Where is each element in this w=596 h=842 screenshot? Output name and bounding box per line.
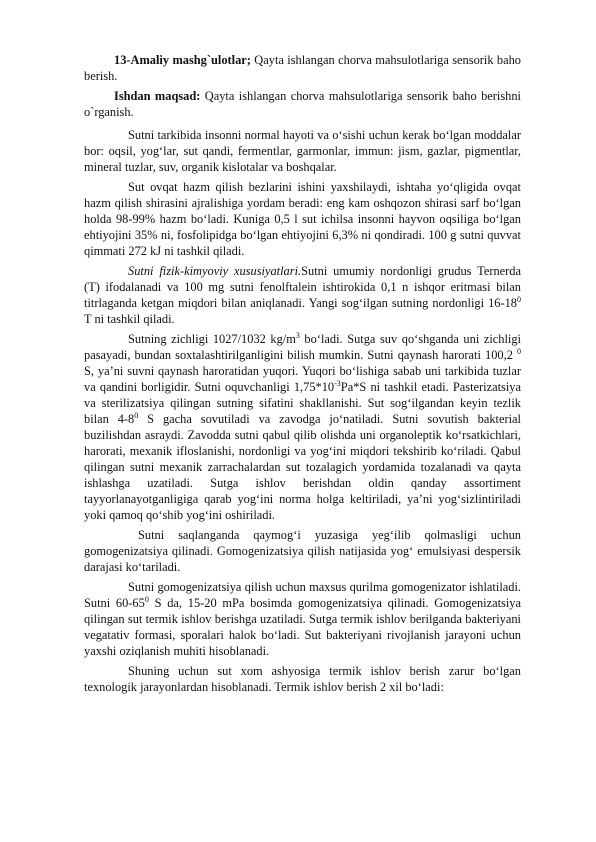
aim-paragraph	[84, 88, 521, 120]
exercise-title: Qayta ishlangan chorva mahsulotlariga sensorik baho berish.	[84, 53, 521, 83]
exercise-number: 13-Amaliy mashg`ulotlar;	[114, 53, 251, 67]
paragraph-density-processing: Sutning zichligi 1027/1032 $kg/m^3$ bo‘ladi. Sutga suv qo‘shganda uni zichligi pasayadi, bundan soxtalashtirilganligini bilish mumkin. Sutni qaynash harorati 100,2 $^0$ S, ya’ni suvni qaynash haroratidan yuqori. Yuqori bo‘lishiga sabab uni tarkibida tuzlar va qandini borligidir. Sutni oquvchanligi $1,75*10^{-3}Pa*S$ ni tashkil etadi. Pasterizatsiya va sterilizatsiya qilingan sutning sifatini shakllanishi. Sut sog‘ilgandan keyin tezlik bilan $4-8^0$ S gacha sovutiladi va zavodga jo‘natiladi. Sutni sovutish bakterial buzilishdan asraydi. Zavodda sutni qabul qilib olishda uni organoleptik ko‘rsatkichlari, harorati, mexanik ifloslanishi, nordonligi va yog‘ini miqdori tekshirib ko‘riladi. Qabul qilingan sutni mexanik zarrachalardan sut tozalagich yordamida tozalanadi va qayta ishlashga uzatiladi. Sutga ishlov berishdan oldin qanday assortiment tayyorlanayotganligiga qarab yog‘ini norma holga keltiriladi, ya’ni yog‘sizlintiriladi yoki qamoq qo‘shib yog‘ini oshiriladi.	[84, 330, 521, 522]
paragraph-milk-composition: Sutni tarkibida insonni normal hayoti va o‘sishi uchun kerak bo‘lgan moddalar bor: oqsil, yog‘lar, sut qandi, fermentlar, garmonlar, immun: jism, gazlar, pigmentlar, mineral tuzlar, suv, organik kislotalar va boshqalar.	[84, 128, 521, 174]
aim-text: Qayta ishlangan chorva mahsulotlariga sensorik baho berishni o`rganish.	[84, 89, 521, 119]
paragraph-digestion: Sut ovqat hazm qilish bezlarini ishini yaxshilaydi, ishtaha yo‘qligida ovqat hazm qilish shirasini ajralishiga yordam beradi: eng kam oshqozon shirasi sarf bo‘lgan holda 98-99% hazm bo‘ladi. Kuniga 0,5 l sut ichilsa insonni hayvon oqsiliga bo‘lgan ehtiyojini 35% ni, fosfolipidga bo‘lgan ehtiyojini 6,3% ni qondiradi. 100 g sutni quvvat qimmati 272 kJ ni tashkil qiladi.	[84, 180, 521, 258]
section-title-physico-chemical: Sutni fizik-kimyoviy xususiyatlari.	[128, 264, 302, 278]
document-page	[84, 52, 521, 695]
paragraph-physico-chemical: Sutni fizik-kimyoviy xususiyatlari.Sutni umumiy nordonligi grudus Ternerda (T) ifodalanadi va 100 mg sutni fenolftalein ishtirokida 0,1 n ishqor eritmasi bilan titrlaganda ketgan miqdori bilan aniqlanadi. Yangi sog‘ilgan sutning nordonligi $16-18^0$ T ni tashkil qiladi.	[84, 264, 521, 326]
exercise-heading	[84, 52, 521, 84]
paragraph-homogenization-intro: Sutni saqlanganda qaymog‘i yuzasiga yeg‘ilib qolmasligi uchun gomogenizatsiya qilinadi. Gomogenizatsiya qilish natijasida yog‘ emulsiyasi despersik darajasi ko‘tariladi.	[84, 528, 521, 574]
paragraph-homogenizer: Sutni gomogenizatsiya qilish uchun maxsus qurilma gomogenizator ishlatiladi. Sutni $60-65^0$ S da, 15-20 mPa bosimda gomogenizatsiya qilinadi. Gomogenizatsiya qilingan sut termik ishlov berishga uzatiladi. Sutga termik ishlov berilganda bakteriyani vegatativ formasi, sporalari halok bo‘ladi. Sut bakteriyani rivojlanish jarayoni uchun yaxshi oziqlanish muhiti hisoblanadi.	[84, 580, 522, 658]
aim-label: Ishdan maqsad:	[114, 89, 201, 103]
paragraph-thermal-treatment: Shuning uchun sut xom ashyosiga termik ishlov berish zarur bo‘lgan texnologik jarayonlardan hisoblanadi. Termik ishlov berish 2 xil bo‘ladi:	[84, 664, 521, 694]
